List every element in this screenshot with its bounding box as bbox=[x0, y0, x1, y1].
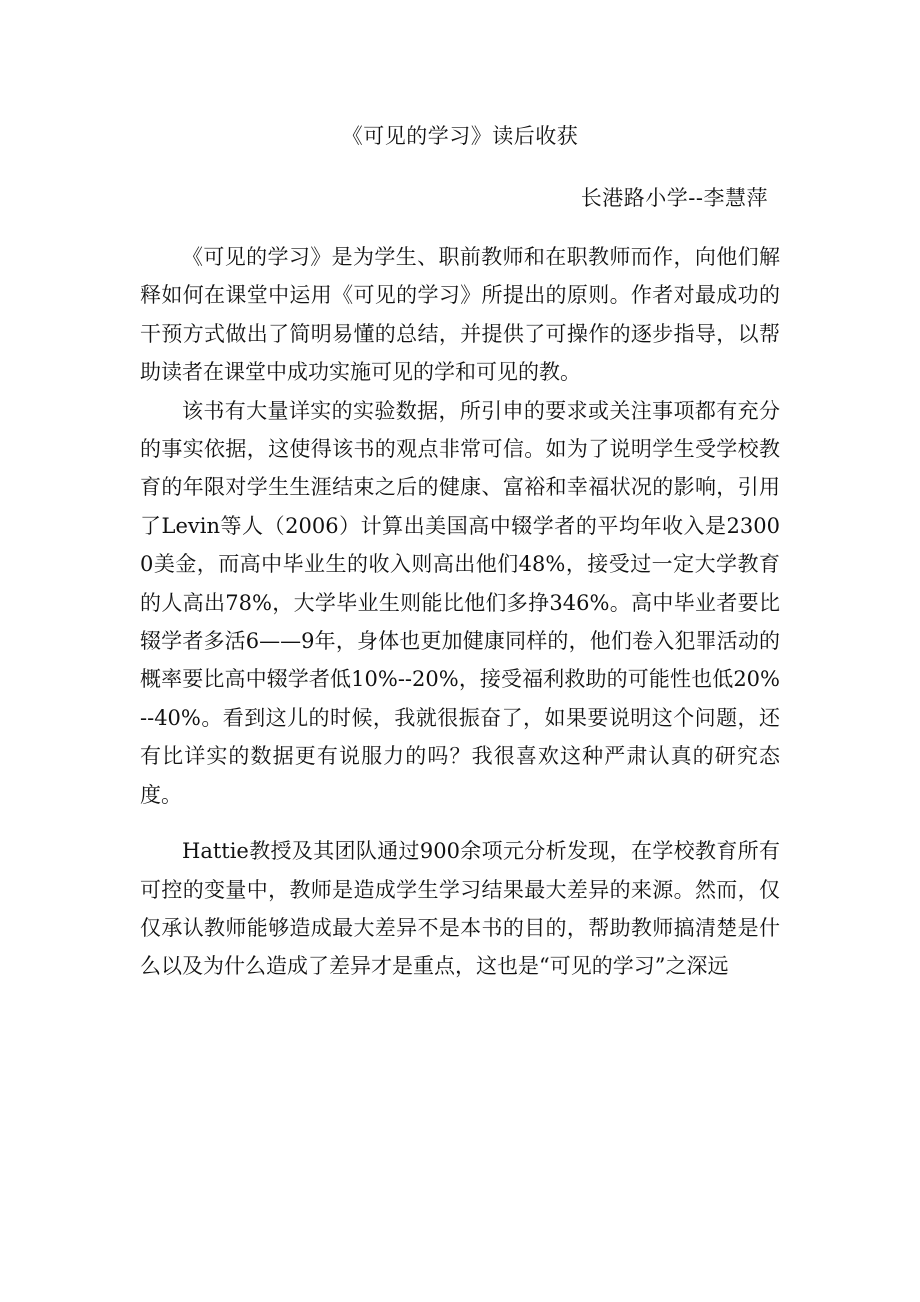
document-author: 长港路小学--李慧萍 bbox=[580, 186, 768, 210]
paragraph-intro: 《可见的学习》是为学生、职前教师和在职教师而作，向他们解释如何在课堂中运用《可见的学习》所提出的原则。作者对最成功的干预方式做出了简明易懂的总结，并提供了可操作的逐步指导，以帮助读者在课堂中成功实施可见的学和可见的教。 bbox=[140, 245, 780, 385]
paragraph-hattie: Hattie教授及其团队通过900余项元分析发现，在学校教育所有可控的变量中，教师是造成学生学习结果最大差异的来源。然而，仅仅承认教师能够造成最大差异不是本书的目的，帮助教师搞清楚是什么以及为什么造成了差异才是重点，这也是“可见的学习”之深远 bbox=[140, 839, 780, 979]
document-title: 《可见的学习》读后收获 bbox=[341, 124, 579, 148]
document-body bbox=[140, 238, 780, 986]
paragraph-data-evidence: 该书有大量详实的实验数据，所引申的要求或关注事项都有充分的事实依据，这使得该书的观点非常可信。如为了说明学生受学校教育的年限对学生生涯结束之后的健康、富裕和幸福状况的影响，引用了Levin等人（2006）计算出美国高中辍学者的平均年收入是23000美金，而高中毕业生的收入则高出他们48%，接受过一定大学教育的人高出78%，大学毕业生则能比他们多挣346%。高中毕业者要比辍学者多活6——9年，身体也更加健康同样的，他们卷入犯罪活动的概率要比高中辍学者低10%--20%，接受福利救助的可能性也低20%--40%。看到这儿的时候，我就很振奋了，如果要说明这个问题，还有比详实的数据更有说服力的吗？我很喜欢这种严肃认真的研究态度。 bbox=[140, 398, 780, 807]
